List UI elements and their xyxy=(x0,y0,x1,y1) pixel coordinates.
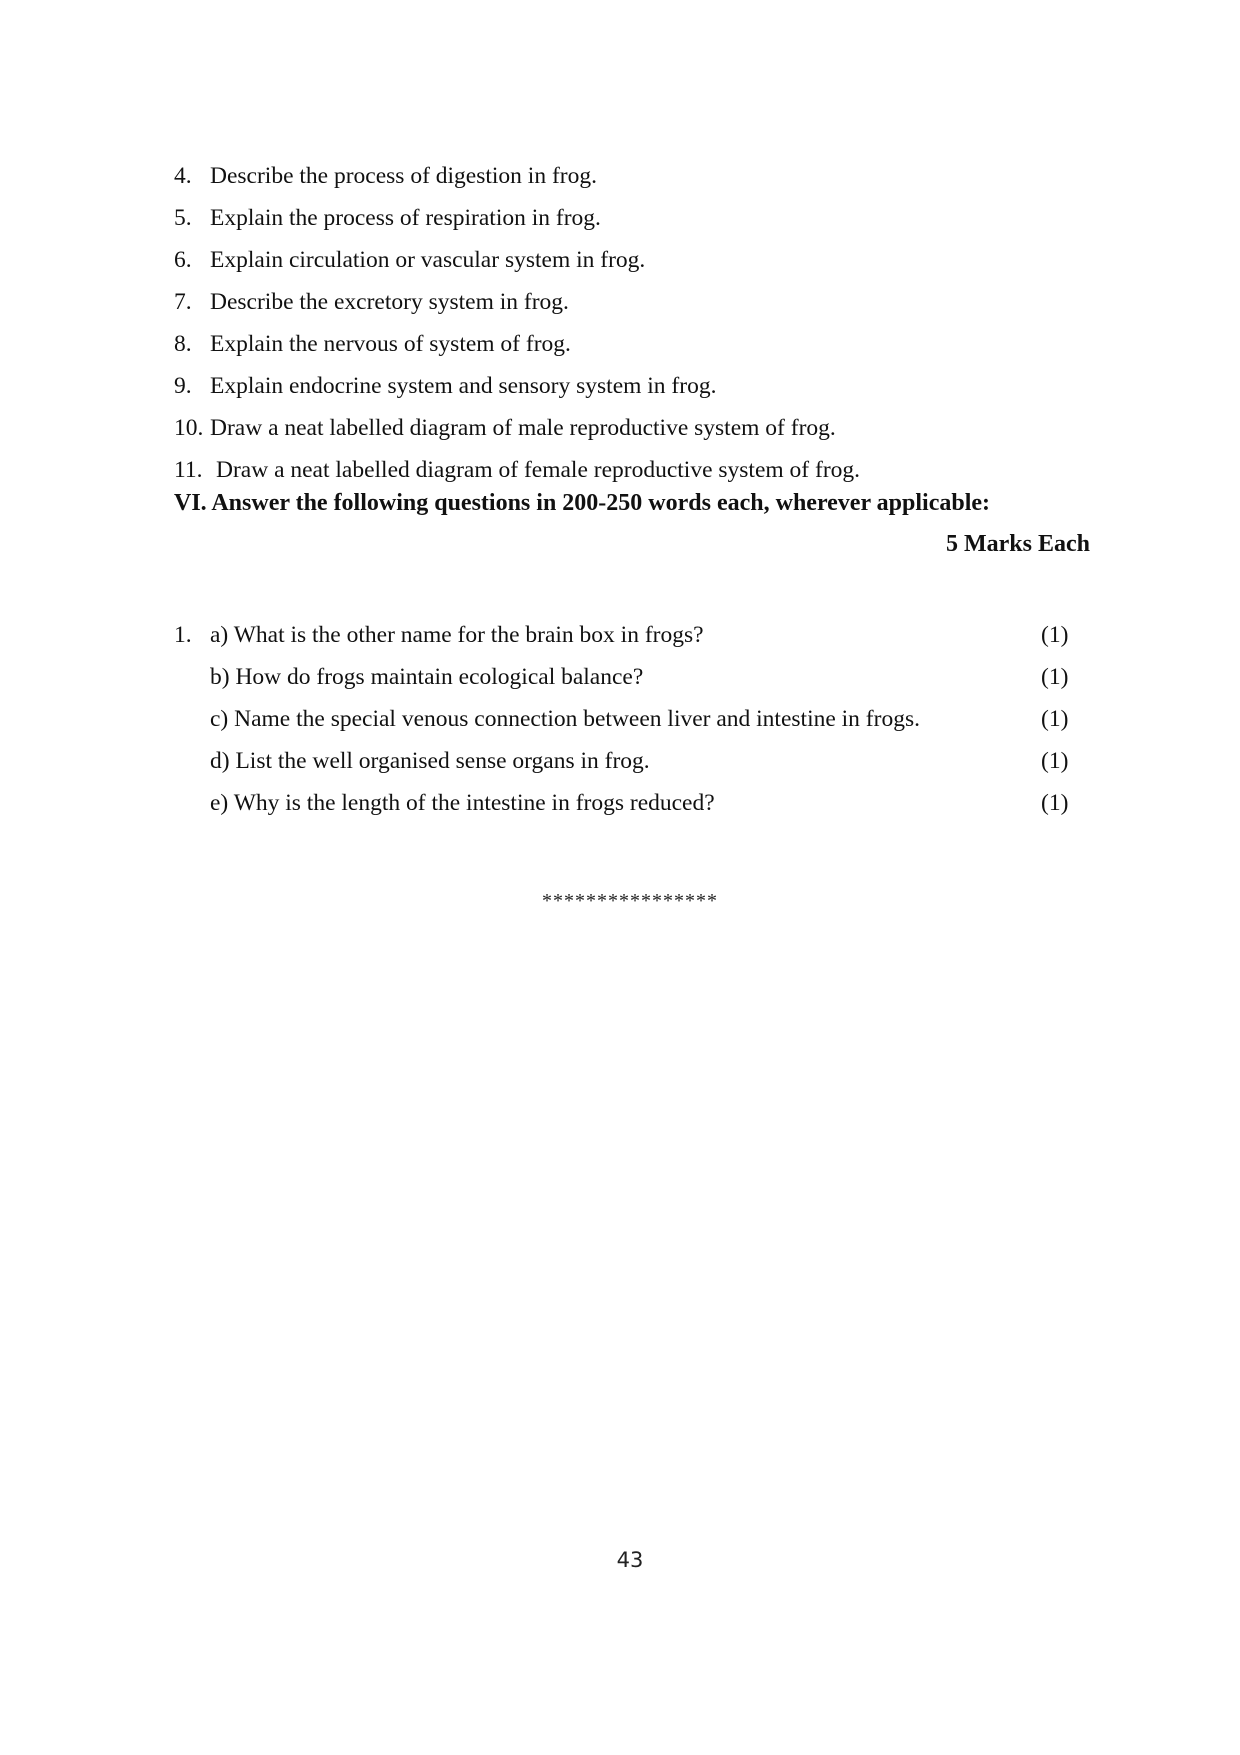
question-text: Explain the process of respiration in frog. xyxy=(210,205,601,231)
question-text: Draw a neat labelled diagram of female reproductive system of frog. xyxy=(216,457,861,483)
subquestion-row xyxy=(174,740,1074,782)
subquestion-row xyxy=(174,698,1074,740)
question-text: Describe the excretory system in frog. xyxy=(210,289,569,315)
question-number: 7. xyxy=(174,289,192,315)
list-item xyxy=(174,281,1124,323)
question-text: Describe the process of digestion in frog. xyxy=(210,163,597,189)
question-number: 9. xyxy=(174,373,192,399)
list-item xyxy=(174,449,1124,491)
subquestion-text: e) Why is the length of the intestine in frogs reduced? xyxy=(210,790,715,816)
question-text: Draw a neat labelled diagram of male reproductive system of frog. xyxy=(210,415,836,441)
question-number: 1. xyxy=(174,622,192,648)
subquestion-row xyxy=(174,782,1074,824)
page-number: 43 xyxy=(616,1548,644,1572)
asterisk-divider: **************** xyxy=(542,890,718,912)
question-text: Explain circulation or vascular system in frog. xyxy=(210,247,646,273)
section-heading: VI. Answer the following questions in 200-250 words each, wherever applicable: xyxy=(174,490,991,516)
question-number: 5. xyxy=(174,205,192,231)
list-item xyxy=(174,239,1124,281)
subquestion-marks: (1) xyxy=(1041,748,1069,774)
question-text: Explain endocrine system and sensory system in frog. xyxy=(210,373,717,399)
subquestion-row xyxy=(174,614,1074,656)
subquestion-marks: (1) xyxy=(1041,622,1069,648)
subquestion-text: c) Name the special venous connection between liver and intestine in frogs. xyxy=(210,706,920,732)
question-number: 6. xyxy=(174,247,192,273)
list-item xyxy=(174,155,1124,197)
question-number: 10. xyxy=(174,415,204,441)
subquestion-text: a) What is the other name for the brain box in frogs? xyxy=(210,622,704,648)
subquestion-row xyxy=(174,656,1074,698)
list-item xyxy=(174,197,1124,239)
list-item xyxy=(174,407,1124,449)
question-number: 4. xyxy=(174,163,192,189)
subquestion-text: d) List the well organised sense organs in frog. xyxy=(210,748,650,774)
subquestion-marks: (1) xyxy=(1041,790,1069,816)
marks-note: 5 Marks Each xyxy=(946,531,1090,557)
question-number: 11. xyxy=(174,457,203,483)
list-item xyxy=(174,323,1124,365)
question-list xyxy=(174,155,1124,491)
question-text: Explain the nervous of system of frog. xyxy=(210,331,571,357)
list-item xyxy=(174,365,1124,407)
subquestion-marks: (1) xyxy=(1041,664,1069,690)
subquestion-block xyxy=(174,614,1074,824)
question-number: 8. xyxy=(174,331,192,357)
subquestion-marks: (1) xyxy=(1041,706,1069,732)
subquestion-text: b) How do frogs maintain ecological balance? xyxy=(210,664,644,690)
